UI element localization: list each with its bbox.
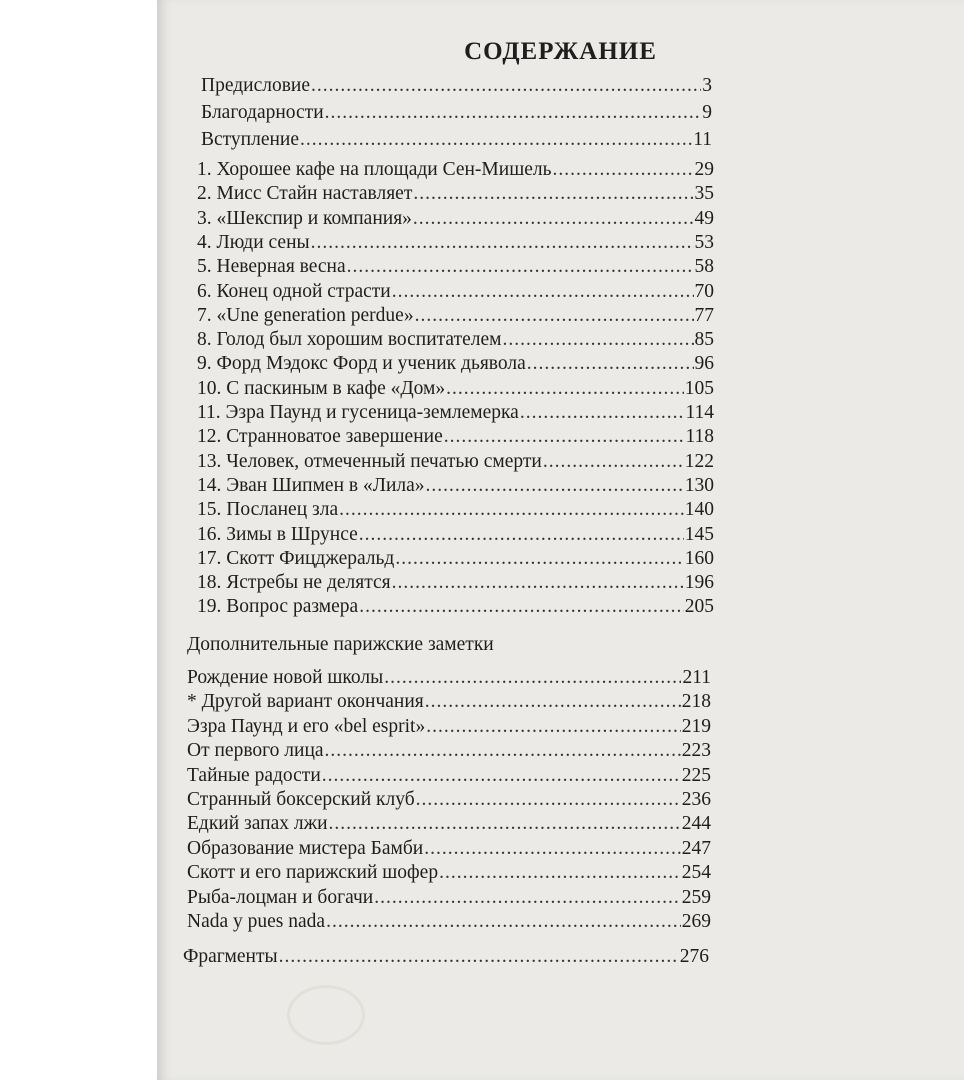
dot-leader [339,498,684,522]
toc-entry [197,425,714,449]
toc-entry-title: Скотт и его парижский шофер [187,862,439,884]
toc-entry-title: 1. Хорошее кафе на площади Сен-Мишель [197,159,552,180]
toc-entry-title: Рождение новой школы [187,667,384,688]
toc-entry-page: 160 [684,547,714,569]
dot-leader [322,764,681,788]
toc-entry-page: 225 [681,764,711,786]
toc-entry-page: 96 [694,353,714,375]
toc-entry [187,666,711,690]
toc-entry [197,158,714,182]
age-rating-bleedthrough [287,985,365,1045]
dot-leader [311,231,694,255]
toc-entry-page: 276 [679,946,709,967]
toc-entry-page: 122 [684,450,714,472]
toc-entry-page: 11 [693,129,712,150]
toc-entry-title: 7. «Une generation perdue» [197,304,414,326]
toc-entry-title: 9. Форд Мэдокс Форд и ученик дьявола [197,353,526,375]
toc-entry-page: 254 [681,862,711,884]
toc-entry-page: 58 [694,256,714,278]
toc-entry-title: 16. Зимы в Шрунсе [197,523,358,545]
toc-entry-title: Фрагменты [183,946,278,967]
toc-entry-title: Вступление [201,129,300,150]
toc-entry-title: 10. С паскиным в кафе «Дом» [197,377,446,399]
toc-entry [201,128,712,152]
toc-entry-page: 145 [684,523,714,545]
dot-leader [425,690,681,714]
dot-leader [415,304,694,328]
toc-entry-title: 6. Конец одной страсти [197,280,391,302]
toc-entry-title: 17. Скотт Фицджеральд [197,547,395,569]
toc-entry [197,595,714,619]
dot-leader [413,182,693,206]
book-page [157,0,964,1080]
toc-entry-title: 5. Неверная весна [197,256,346,278]
toc-entry [187,886,711,910]
toc-entry [197,280,714,304]
toc-entry [197,328,714,352]
toc-entry-page: 35 [694,183,714,205]
toc-entry-page: 269 [681,911,711,932]
toc-entry-title: От первого лица [187,740,324,762]
toc-entry-title: 13. Человек, отмеченный печатью смерти [197,450,542,472]
toc-entry [197,182,714,206]
toc-entry-page: 85 [694,329,714,351]
toc-entry-title: 3. «Шекспир и компания» [197,207,412,229]
toc-entry [197,401,714,425]
toc-entry [187,715,711,739]
dot-leader [392,280,694,304]
dot-leader [279,945,679,969]
table-of-contents [157,0,964,1080]
toc-entry-page: 130 [684,474,714,496]
toc-entry [197,450,714,474]
toc-entry [187,812,711,836]
toc-entry [197,498,714,522]
toc-title: СОДЕРЖАНИЕ [464,38,657,65]
dot-leader [300,128,692,152]
toc-entry-title: Тайные радости [187,764,321,786]
dot-leader [424,837,681,861]
toc-entry-page: 3 [702,75,712,96]
toc-entry [197,304,714,328]
toc-entry [197,377,714,401]
dot-leader [395,547,683,571]
toc-entry-page: 223 [681,740,711,762]
toc-entry-page: 140 [684,499,714,521]
toc-entry-page: 105 [684,377,714,399]
toc-entry-page: 211 [682,667,711,688]
toc-entry-page: 196 [684,572,714,594]
toc-entry [197,571,714,595]
toc-entry-page: 53 [694,231,714,253]
toc-entry [183,945,709,969]
toc-entry [197,207,714,231]
toc-entry-page: 70 [694,280,714,302]
toc-entry [187,861,711,885]
toc-entry [187,837,711,861]
toc-entry-title: Предисловие [201,75,311,96]
dot-leader [426,715,681,739]
toc-entry-page: 9 [702,102,712,123]
toc-entry-page: 236 [681,789,711,810]
dot-leader [502,328,693,352]
toc-entry-title: 2. Мисс Стайн наставляет [197,183,413,205]
toc-entry [197,255,714,279]
dot-leader [553,158,694,182]
dot-leader [444,425,685,449]
dot-leader [426,474,684,498]
toc-entry-title: Едкий запах лжи [187,813,328,835]
dot-leader [325,739,681,763]
dot-leader [416,788,681,812]
toc-entry-page: 259 [681,886,711,908]
toc-entry-title: Эзра Паунд и его «bel esprit» [187,715,426,737]
dot-leader [520,401,685,425]
dot-leader [359,595,684,619]
dot-leader [384,666,681,690]
dot-leader [543,450,684,474]
section-heading: Дополнительные парижские заметки [187,634,494,655]
toc-entry-title: 15. Посланец зла [197,499,339,521]
toc-entry [197,547,714,571]
toc-entry-page: 77 [694,304,714,326]
toc-entry-title: Странный боксерский клуб [187,789,415,810]
toc-entry-title: 8. Голод был хорошим воспитателем [197,329,502,351]
toc-entry-title: 14. Эван Шипмен в «Лила» [197,474,425,496]
toc-entry-page: 218 [681,691,711,713]
toc-entry [187,910,711,934]
toc-entry-title: Образование мистера Бамби [187,837,424,859]
dot-leader [347,255,694,279]
toc-entry [187,690,711,714]
dot-leader [392,571,684,595]
dot-leader [329,812,681,836]
toc-entry-page: 247 [681,837,711,859]
toc-entry-title: 18. Ястребы не делятся [197,572,391,594]
toc-entry [197,231,714,255]
toc-entry-page: 29 [694,159,714,180]
toc-entry [197,352,714,376]
toc-entry-title: 4. Люди сены [197,231,310,253]
dot-leader [325,101,702,125]
toc-entry-page: 219 [681,715,711,737]
toc-entry-title: 11. Эзра Паунд и гусеница-землемерка [197,402,519,423]
dot-leader [374,886,681,910]
toc-entry [197,474,714,498]
toc-entry [187,764,711,788]
toc-entry-page: 114 [685,402,714,423]
dot-leader [446,377,684,401]
toc-entry-title: * Другой вариант окончания [187,691,424,713]
toc-entry [187,739,711,763]
toc-entry [187,788,711,812]
toc-entry-title: Благодарности [201,102,324,123]
toc-entry-page: 49 [694,207,714,229]
toc-entry-title: Nada y pues nada [187,911,326,932]
dot-leader [311,74,701,98]
dot-leader [439,861,681,885]
toc-entry-title: Рыба-лоцман и богачи [187,886,374,908]
toc-entry [197,523,714,547]
toc-entry-title: 12. Странноватое завершение [197,426,443,448]
toc-entry-page: 118 [685,426,714,448]
toc-entry [201,74,712,98]
dot-leader [527,352,694,376]
dot-leader [326,910,681,934]
toc-entry-page: 205 [684,596,714,618]
dot-leader [359,523,684,547]
toc-entry [201,101,712,125]
toc-entry-page: 244 [681,813,711,835]
dot-leader [413,207,694,231]
toc-entry-title: 19. Вопрос размера [197,596,359,618]
